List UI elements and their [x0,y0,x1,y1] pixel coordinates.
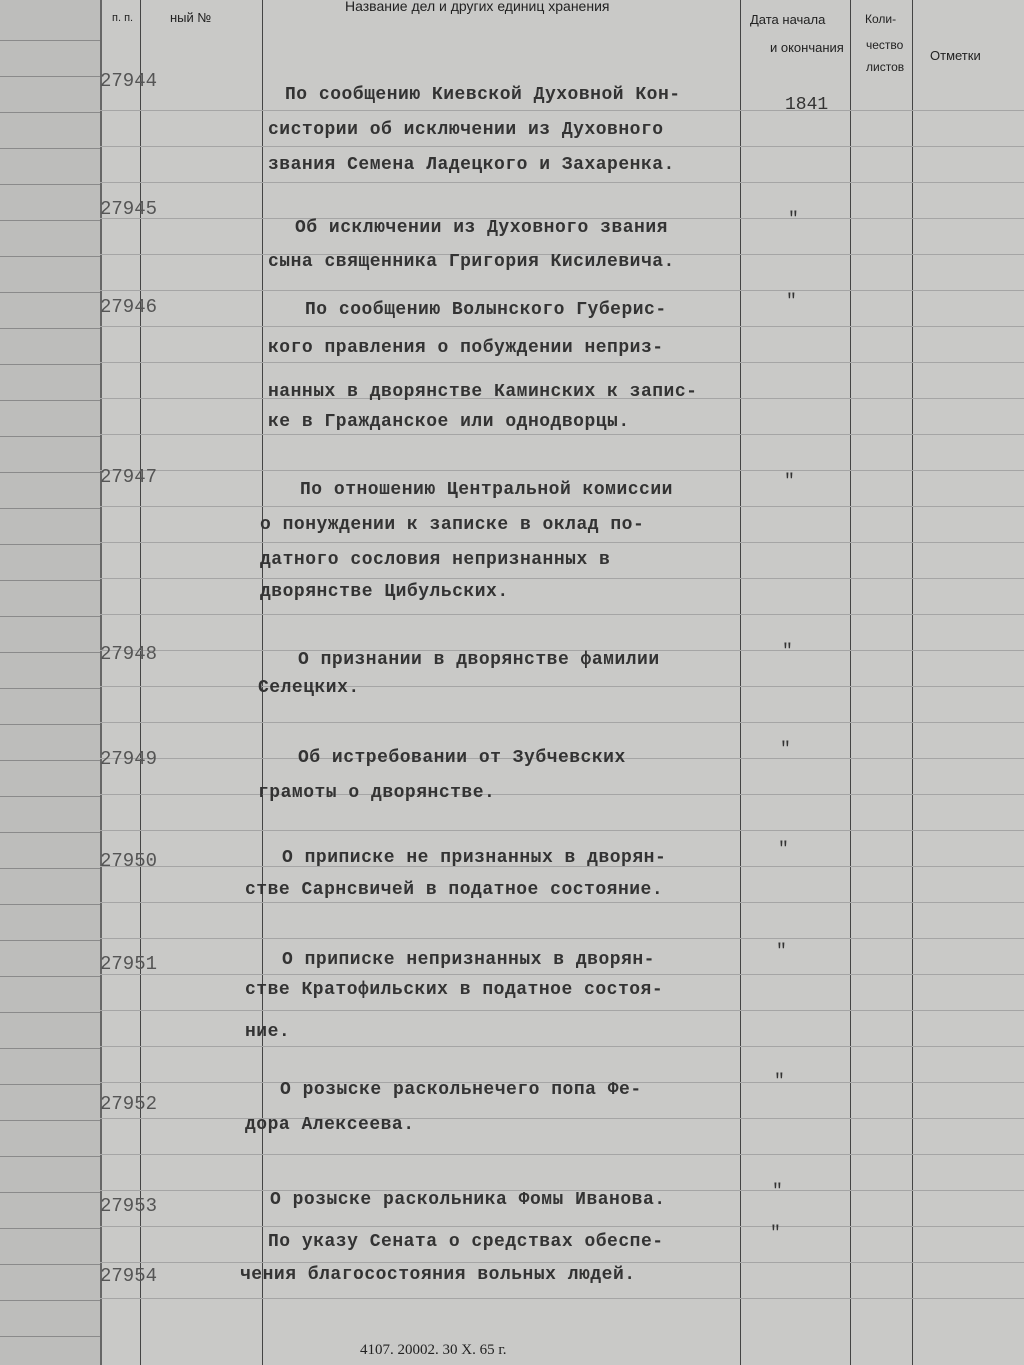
ruled-line [100,1046,1024,1047]
record-title-line: чения благосостояния вольных людей. [240,1265,636,1285]
ruled-line [0,688,100,689]
ruled-line [0,1084,100,1085]
inventory-number: 27953 [100,1195,158,1217]
record-title-line: датного сословия непризнанных в [260,550,611,570]
record-title-line: О розыске раскольника Фомы Иванова. [270,1190,666,1210]
ruled-line [100,1298,1024,1299]
ruled-line [100,506,1024,507]
ruled-line [0,760,100,761]
ruled-line [0,580,100,581]
record-title-line: О признании в дворянстве фамилии [298,650,660,670]
record-title-line: О розыске раскольнечего попа Фе- [280,1080,642,1100]
record-date: " [780,740,791,760]
ruled-line [100,362,1024,363]
ruled-line [0,508,100,509]
ruled-line [100,722,1024,723]
header-no: п. п. [112,12,134,24]
ruled-line [0,616,100,617]
ruled-line [0,40,100,41]
header-inventory: ный № [170,10,212,25]
ruled-line [0,112,100,113]
ruled-line [0,436,100,437]
ruled-line [100,794,1024,795]
record-title-line: сына священника Григория Кисилевича. [268,252,675,272]
ruled-line [100,686,1024,687]
ruled-line [100,146,1024,147]
ruled-line [100,290,1024,291]
column-divider [912,0,913,1365]
inventory-number: 27954 [100,1265,158,1287]
record-date: " [772,1182,783,1202]
ruled-line [100,470,1024,471]
ruled-line [100,614,1024,615]
record-title-line: Об истребовании от Зубчевских [298,748,626,768]
ruled-line [0,940,100,941]
column-divider [740,0,741,1365]
header-title: Название дел и других единиц хранения [345,0,610,14]
record-title-line: Об исключении из Духовного звания [295,218,668,238]
header-count-3: листов [866,60,905,74]
inventory-number: 27948 [100,643,158,665]
record-title-line: стве Кратофильских в податное состоя- [245,980,664,1000]
record-date: " [788,210,799,230]
record-date: " [782,642,793,662]
inventory-number: 27952 [100,1093,158,1115]
record-title-line: По указу Сената о средствах обеспе- [268,1232,664,1252]
ruled-line [0,292,100,293]
ruled-line [100,1154,1024,1155]
ruled-line [100,1262,1024,1263]
ruled-line [100,1010,1024,1011]
inventory-number: 27949 [100,748,158,770]
header-date-1: Дата начала [750,12,826,27]
ruled-line [100,938,1024,939]
ruled-line [100,182,1024,183]
record-title-line: По сообщению Волынского Губерис- [305,300,667,320]
ruled-line [0,472,100,473]
header-notes: Отметки [930,48,981,63]
ruled-line [100,1118,1024,1119]
ruled-line [0,76,100,77]
record-title-line: О приписке не признанных в дворян- [282,848,667,868]
ruled-line [0,652,100,653]
ruled-line [100,1226,1024,1227]
ruled-line [0,868,100,869]
ruled-line [0,1336,100,1337]
record-title-line: о понуждении к записке в оклад по- [260,515,645,535]
ruled-line [0,148,100,149]
record-title-line: стве Сарнсвичей в податное состояние. [245,880,664,900]
record-title-line: ке в Гражданское или однодворцы. [268,412,630,432]
record-date: " [776,942,787,962]
record-date: " [774,1072,785,1092]
record-title-line: дора Алексеева. [245,1115,415,1135]
inventory-number: 27947 [100,466,158,488]
record-title-line: ние. [245,1022,291,1042]
ruled-line [0,976,100,977]
header-count-2: чество [866,38,904,52]
ruled-line [0,1300,100,1301]
ruled-line [100,902,1024,903]
ruled-line [0,1228,100,1229]
ruled-line [100,578,1024,579]
record-date: " [784,472,795,492]
ruled-line [0,724,100,725]
record-title-line: грамоты о дворянстве. [258,783,496,803]
ruled-line [0,832,100,833]
ruled-line [0,220,100,221]
ruled-line [100,542,1024,543]
record-title-line: кого правления о побуждении неприз- [268,338,664,358]
ruled-line [100,434,1024,435]
ruled-line [0,400,100,401]
record-date: " [778,840,789,860]
record-title-line: звания Семена Ладецкого и Захаренка. [268,155,675,175]
record-title-line: систории об исключении из Духовного [268,120,664,140]
record-title-line: По сообщению Киевской Духовной Кон- [285,85,681,105]
record-title-line: О приписке непризнанных в дворян- [282,950,655,970]
ruled-line [0,1156,100,1157]
column-divider [850,0,851,1365]
ruled-line [0,1120,100,1121]
ruled-line [100,326,1024,327]
inventory-number: 27950 [100,850,158,872]
ruled-line [100,974,1024,975]
record-title-line: нанных в дворянстве Каминских к запис- [268,382,698,402]
inventory-number: 27951 [100,953,158,975]
header-count-1: Коли- [865,12,897,26]
left-page-edge [0,0,102,1365]
inventory-number: 27946 [100,296,158,318]
header-date-2: и окончания [770,40,844,55]
ruled-line [0,1048,100,1049]
inventory-number: 27944 [100,70,158,92]
record-date: " [770,1224,781,1244]
ruled-line [0,256,100,257]
ruled-line [0,904,100,905]
ruled-line [0,184,100,185]
ruled-line [100,830,1024,831]
ruled-line [0,544,100,545]
ruled-line [0,1264,100,1265]
ruled-line [0,1192,100,1193]
ruled-line [0,328,100,329]
ruled-line [0,1012,100,1013]
record-title-line: Селецких. [258,678,360,698]
ruled-line [0,364,100,365]
ruled-line [0,796,100,797]
footer-print-info: 4107. 20002. 30 X. 65 г. [360,1342,507,1358]
record-date: " [786,292,797,312]
inventory-number: 27945 [100,198,158,220]
record-title-line: дворянстве Цибульских. [260,582,509,602]
ruled-line [100,110,1024,111]
record-date: 1841 [785,95,829,115]
record-title-line: По отношению Центральной комиссии [300,480,673,500]
